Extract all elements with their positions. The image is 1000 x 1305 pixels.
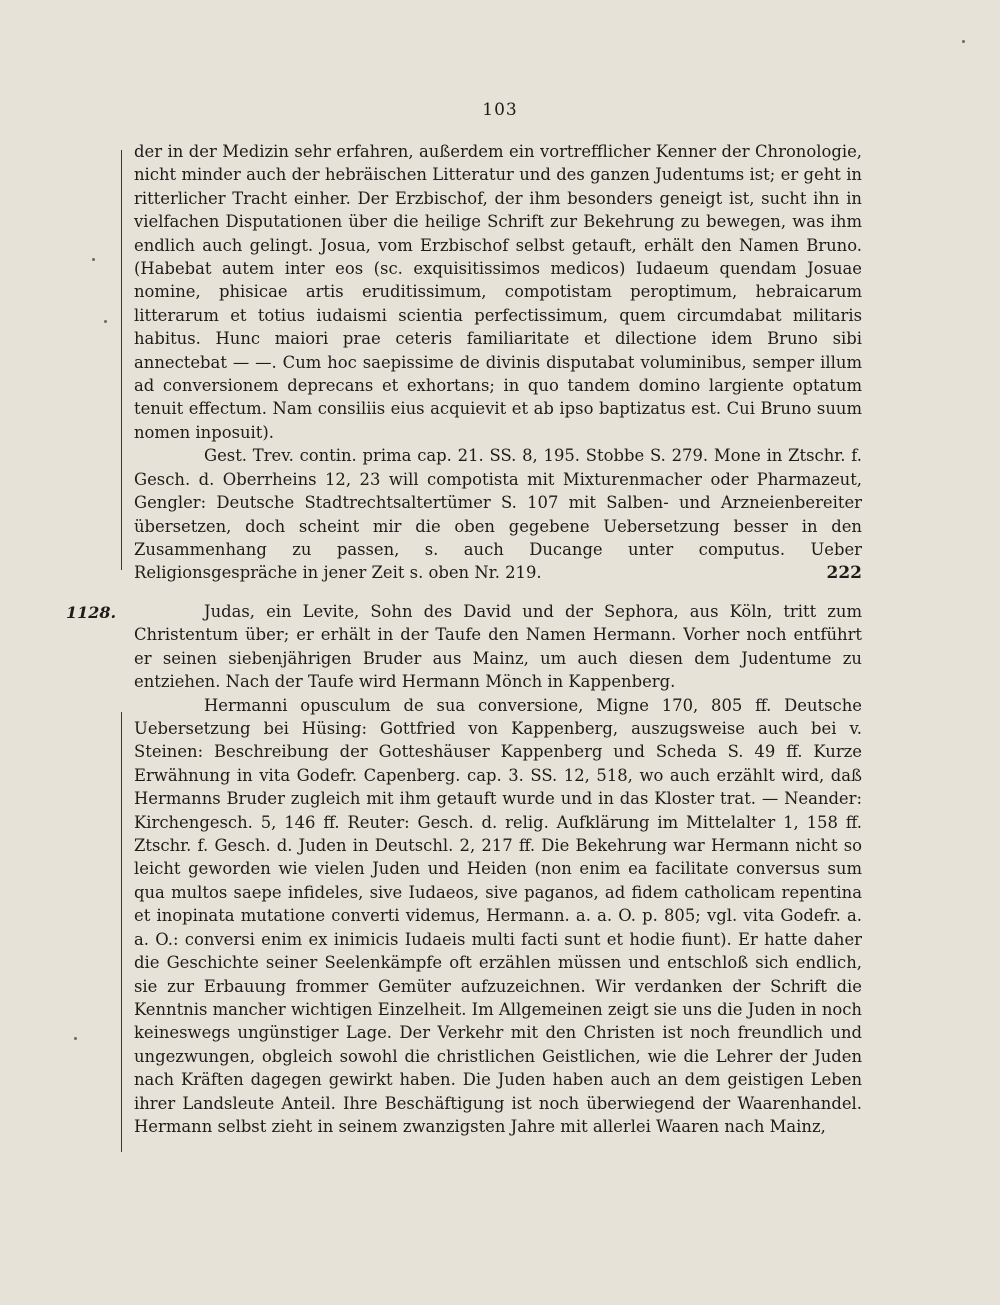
- scan-speck: [92, 258, 95, 261]
- scan-speck: [74, 1037, 77, 1040]
- page-number: 103: [482, 100, 518, 120]
- entry-221-continuation: [134, 140, 862, 585]
- entry-year: 1128.: [66, 603, 117, 622]
- scan-speck: [962, 40, 965, 43]
- source-note-paragraph: Gest. Trev. contin. prima cap. 21. SS. 8, 195. Stobbe S. 279. Mone in Ztschr. f. Gesch. d. Oberrheins 12, 23 will compotista mit Mixturenmacher oder Pharmazeut, Gengler: Deutsche Stadtrechtsaltertümer S. 107 mit Salben- und Arzneienbereiter übersetzen, doch scheint mir die oben gegebene Uebersetzung besser in den Zusammenhang zu passen, s. auch Ducange unter computus. Ueber Religionsgespräche in jener Zeit s. oben Nr. 219.: [134, 446, 862, 583]
- source-note-paragraph: Hermanni opusculum de sua conversione, Migne 170, 805 ff. Deutsche Uebersetzung bei Hüsing: Gottfried von Kappenberg, auszugsweise auch bei v. Steinen: Beschreibung der Gotteshäuser Kappenberg und Scheda S. 49 ff. Kurze Erwähnung in vita Godefr. Capenberg. cap. 3. SS. 12, 518, wo auch erzählt wird, daß Hermanns Bruder zugleich mit ihm getauft wurde und in das Kloster trat. — Neander: Kirchengesch. 5, 146 ff. Reuter: Gesch. d. relig. Aufklärung im Mittelalter 1, 158 ff. Ztschr. f. Gesch. d. Juden in Deutschl. 2, 217 ff. Die Bekehrung war Hermann nicht so leicht geworden wie vielen Juden und Heiden (non enim ea facilitate conversus sum qua multos saepe infideles, sive Iudaeos, sive paganos, ad fidem catholicam repentina et inopinata mutatione converti videmus, Hermann. a. a. O. p. 805; vgl. vita Godefr. a. a. O.: conversi enim ex inimicis Iudaeis multi facti sunt et hodie fiunt). Er hatte daher die Geschichte seiner Seelenkämpfe oft erzählen müssen und entschloß sich endlich, sie zur Erbauung frommer Gemüter aufzuzeichnen. Wir verdanken der Schrift die Kenntnis mancher wichtigen Einzelheit. Im Allgemeinen zeigt sie uns die Juden in noch keineswegs ungünstiger Lage. Der Verkehr mit den Christen ist noch freundlich und ungezwungen, obgleich sowohl die christlichen Geistlichen, wie die Lehrer der Juden nach Kräften dagegen gewirkt haben. Die Juden haben auch an dem geistigen Leben ihrer Landsleute Anteil. Ihre Beschäftigung ist noch überwiegend der Waarenhandel. Hermann selbst zieht in seinem zwanzigsten Jahre mit allerlei Waaren nach Mainz,: [134, 695, 862, 1136]
- scan-speck: [104, 320, 107, 323]
- margin-rule: [121, 150, 122, 570]
- body-paragraph: Judas, ein Levite, Sohn des David und der Sephora, aus Köln, tritt zum Christentum über; er erhält in der Taufe den Namen Hermann. Vorher noch entführt er seinen siebenjährigen Bruder aus Mainz, um auch diesen dem Judentume zu entziehen. Nach der Taufe wird Hermann Mönch in Kappenberg.: [134, 602, 862, 692]
- margin-rule: [121, 712, 122, 1152]
- entry-222: [134, 600, 862, 1138]
- entry-number: 222: [826, 562, 862, 583]
- body-paragraph: der in der Medizin sehr erfahren, außerdem ein vortrefflicher Kenner der Chronologie, nicht minder auch der hebräischen Litteratur und des ganzen Judentums ist; er geht in ritterlicher Tracht einher. Der Erzbischof, der ihm besonders geneigt ist, sucht ihn in vielfachen Disputationen über die heilige Schrift zur Bekehrung zu bewegen, was ihm endlich auch gelingt. Josua, vom Erzbischof selbst getauft, erhält den Namen Bruno. (Habebat autem inter eos (sc. exquisitissimos medicos) Iudaeum quendam Josuae nomine, phisicae artis eruditissimum, compotistam peroptimum, hebraicarum litterarum et totius iudaismi scientia perfectissimum, quem circumdabat militaris habitus. Hunc maiori prae ceteris familiaritate et dilectione idem Bruno sibi annectebat — —. Cum hoc saepissime de divinis disputabat voluminibus, semper illum ad conversionem deprecans et exhortans; in quo tandem domino largiente optatum tenuit effectum. Nam consiliis eius acquievit et ab ipso baptizatus est. Cui Bruno suum nomen inposuit).: [134, 142, 862, 442]
